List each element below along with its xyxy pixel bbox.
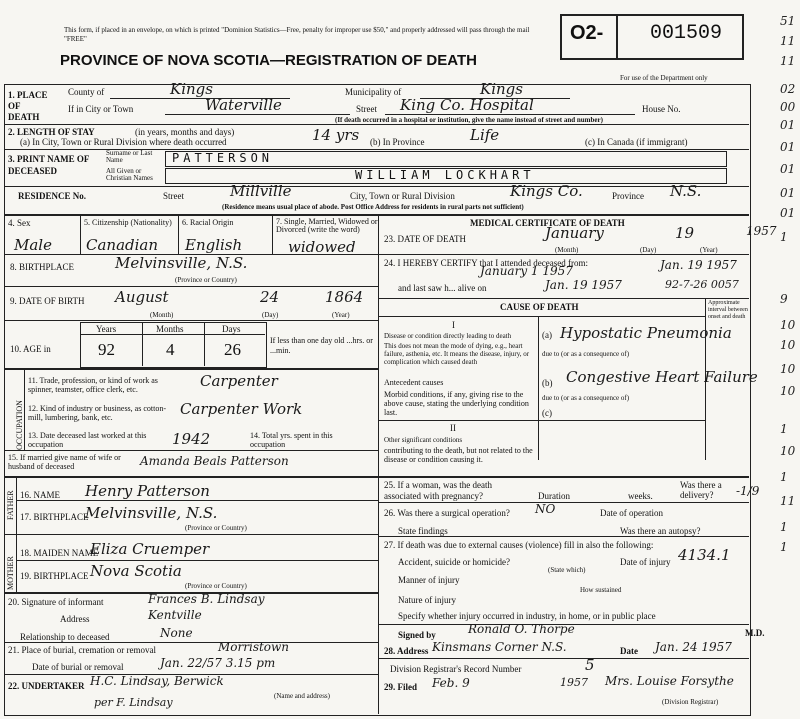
cause-b-value: Congestive Heart Failure xyxy=(566,368,758,386)
filed-label: 29. Filed xyxy=(384,682,417,692)
q26-label: 26. Was there a surgical operation? xyxy=(384,508,510,518)
age-head-days: Days xyxy=(222,324,241,334)
margin-mark: 51 xyxy=(780,14,796,28)
length-of-stay-label: 2. LENGTH OF STAY xyxy=(8,127,95,137)
filed-year: 1957 xyxy=(560,676,588,689)
injury-code: 4134.1 xyxy=(678,546,731,564)
residence-label: RESIDENCE No. xyxy=(18,191,87,201)
informant-sig-label: 20. Signature of informant xyxy=(8,597,104,607)
record-number-value: 5 xyxy=(585,656,595,674)
father-vertical-label: FATHER xyxy=(6,490,15,520)
antecedent-label: Antecedent causes xyxy=(384,378,444,387)
burial-label: 21. Place of burial, cremation or removal xyxy=(8,645,156,655)
cause-c-marker: (c) xyxy=(542,408,552,418)
margin-mark: 10 xyxy=(780,338,796,352)
street-label: Street xyxy=(356,104,377,114)
age-months: 4 xyxy=(166,340,175,359)
mother-vertical-label: MOTHER xyxy=(6,556,15,590)
cert-date-label: Date xyxy=(620,646,638,656)
margin-mark: 01 xyxy=(780,140,796,154)
birthplace-label: 8. BIRTHPLACE xyxy=(10,262,74,272)
citizenship-label: 5. Citizenship (Nationality) xyxy=(84,218,172,227)
stay-units-label: (in years, months and days) xyxy=(135,127,235,137)
burial-value: Morristown xyxy=(218,640,290,654)
record-number-label: Division Registrar's Record Number xyxy=(390,664,522,674)
part-ii-label: II xyxy=(450,423,456,433)
due-to-a: due to (or as a consequence of) xyxy=(542,350,630,358)
how-sustained-label: How sustained xyxy=(580,586,622,594)
part-i-label: I xyxy=(452,320,455,330)
county-label: County of xyxy=(68,87,105,97)
industry-label: 12. Kind of industry or business, as cotton-mill, lumbering, bank, etc. xyxy=(28,404,166,422)
registrar-signature: Mrs. Louise Forsythe xyxy=(605,674,734,688)
state-which-label: (State which) xyxy=(548,566,586,574)
medical-certificate-title: MEDICAL CERTIFICATE OF DEATH xyxy=(470,218,625,228)
cert-address-value: Kinsmans Corner N.S. xyxy=(432,640,567,654)
occupation-vertical-label: OCCUPATION xyxy=(15,400,24,450)
margin-mark: 1 xyxy=(780,520,788,534)
postal-notice: This form, if placed in an envelope, on which is printed "Dominion Statistics—Free, penalty for improper use $50," and properly addressed will pass through the mail "FREE" xyxy=(64,26,530,43)
margin-mark: 10 xyxy=(780,362,796,376)
date-of-death-label: 23. DATE OF DEATH xyxy=(384,234,466,244)
disease-note: This does not mean the mode of dying, e.g., heart failure, asthenia, etc. It means the disease, injury, or complication which caused death xyxy=(384,342,530,366)
margin-mark: 11 xyxy=(780,494,796,508)
marital-value: widowed xyxy=(288,238,356,256)
racial-label: 6. Racial Origin xyxy=(182,218,234,227)
surname-label: Surname or Last Name xyxy=(106,149,153,164)
father-name-label: 16. NAME xyxy=(20,490,60,500)
attended-label: 24. I HEREBY CERTIFY that I attended deceased from: xyxy=(384,258,588,268)
date-of-injury-label: Date of injury xyxy=(620,557,671,567)
stay-province-value: Life xyxy=(470,126,500,144)
relationship-value: None xyxy=(160,626,193,640)
street-value: King Co. Hospital xyxy=(400,96,534,114)
residence-note: (Residence means usual place of abode. Post Office Address for residents in rural parts not sufficient) xyxy=(222,203,524,211)
q25-code: -1/9 xyxy=(736,484,760,498)
informant-address-value: Kentville xyxy=(148,608,202,622)
attended-from: January 1 1957 xyxy=(480,264,573,278)
reg-box-divider xyxy=(616,14,618,58)
margin-mark: 1 xyxy=(780,470,788,484)
date-of-death-month: January xyxy=(545,224,604,242)
age-years: 92 xyxy=(98,340,115,359)
margin-mark: 11 xyxy=(780,54,796,68)
signed-by-label: Signed by xyxy=(398,630,436,640)
specify-label: Specify whether injury occurred in industry, in home, or in public place xyxy=(398,611,656,621)
due-to-b: due to (or as a consequence of) xyxy=(542,394,630,402)
marital-label: 7. Single, Married, Widowed or Divorced (write the word) xyxy=(276,217,378,234)
hospital-note: (If death occurred in a hospital or institution, give the name instead of street and number) xyxy=(335,116,603,124)
trade-label: 11. Trade, profession, or kind of work as spinner, teamster, office clerk, etc. xyxy=(28,376,158,394)
age-head-months: Months xyxy=(156,324,184,334)
date-of-death-year: 1957 xyxy=(746,224,777,238)
margin-mark: 01 xyxy=(780,162,796,176)
stay-city-value: 14 yrs xyxy=(312,126,360,144)
registration-number: 001509 xyxy=(650,22,723,45)
cert-address-label: 28. Address xyxy=(384,646,429,656)
undertaker-per: per F. Lindsay xyxy=(94,696,173,709)
margin-mark: 01 xyxy=(780,118,796,132)
last-seen-label: and last saw h... alive on xyxy=(398,283,487,293)
house-label: House No. xyxy=(642,104,681,114)
filed-value: Feb. 9 xyxy=(432,676,470,690)
cert-date-value: Jan. 24 1957 xyxy=(655,640,732,654)
attended-to: Jan. 19 1957 xyxy=(660,258,737,272)
residence-value: Millville xyxy=(230,182,292,200)
margin-mark: 1 xyxy=(780,422,788,436)
death-sub-day: (Day) xyxy=(640,246,657,254)
county-value: Kings xyxy=(170,80,213,98)
name-section-label: 3. PRINT NAME OF DECEASED xyxy=(8,154,89,176)
death-sub-year: (Year) xyxy=(700,246,718,254)
residence-province-label: Province xyxy=(612,191,644,201)
dob-day: 24 xyxy=(260,288,280,306)
q27-label: 27. If death was due to external causes (violence) fill in also the following: xyxy=(384,540,654,550)
age-days: 26 xyxy=(224,340,241,359)
surname-value: PATTERSON xyxy=(172,151,274,165)
father-birthplace-sub: (Province or Country) xyxy=(185,524,247,532)
given-names-label: All Given or Christian Names xyxy=(106,167,153,182)
birthplace-sub: (Province or Country) xyxy=(175,276,237,284)
informant-sig-value: Frances B. Lindsay xyxy=(148,592,265,606)
trade-value: Carpenter xyxy=(200,372,278,390)
margin-mark: 01 xyxy=(780,206,796,220)
dob-label: 9. DATE OF BIRTH xyxy=(10,296,85,306)
age-note: If less than one day old ...hrs. or ...min. xyxy=(270,336,373,355)
q25-delivery: Was there a delivery? xyxy=(680,480,722,500)
residence-province-value: N.S. xyxy=(670,182,702,200)
spouse-value: Amanda Beals Patterson xyxy=(140,454,289,468)
sex-value: Male xyxy=(14,236,52,254)
given-names-value: WILLIAM LOCKHART xyxy=(355,168,535,182)
age-label: 10. AGE in xyxy=(10,344,51,354)
birthplace-value: Melvinsville, N.S. xyxy=(115,254,248,272)
residence-city-label: City, Town or Rural Division xyxy=(350,191,455,201)
cause-of-death-title: CAUSE OF DEATH xyxy=(500,302,579,312)
father-birthplace-label: 17. BIRTHPLACE xyxy=(20,512,89,522)
q25-label: 25. If a woman, was the death associated with pregnancy? xyxy=(384,480,492,501)
margin-mark: 01 xyxy=(780,186,796,200)
last-worked-label: 13. Date deceased last worked at this occupation xyxy=(28,431,147,449)
cause-b-marker: (b) xyxy=(542,378,553,388)
antecedent-note: Morbid conditions, if any, giving rise to the above cause, stating the underlying condition last. xyxy=(384,390,529,417)
margin-mark: 10 xyxy=(780,384,796,398)
mother-maiden-label: 18. MAIDEN NAME xyxy=(20,548,99,558)
citizenship-value: Canadian xyxy=(86,236,159,254)
last-seen-code: 92-7-26 0057 xyxy=(665,278,739,291)
interval-label: Approximate interval between onset and death xyxy=(708,300,748,320)
relationship-label: Relationship to deceased xyxy=(20,632,110,642)
undertaker-value: H.C. Lindsay, Berwick xyxy=(90,674,224,688)
form-title: PROVINCE OF NOVA SCOTIA—REGISTRATION OF DEATH xyxy=(60,52,477,69)
q26-date-label: Date of operation xyxy=(600,508,663,518)
cause-a-marker: (a) xyxy=(542,330,552,340)
cause-a-value: Hypostatic Pneumonia xyxy=(560,324,732,342)
margin-mark: 00 xyxy=(780,100,796,114)
age-head-years: Years xyxy=(96,324,117,334)
nature-label: Nature of injury xyxy=(398,595,456,605)
column-divider xyxy=(378,214,379,714)
informant-address-label: Address xyxy=(60,614,90,624)
stay-province-label: (b) In Province xyxy=(370,137,425,147)
racial-value: English xyxy=(185,236,243,254)
city-value: Waterville xyxy=(205,96,282,114)
disease-label: Disease or condition directly leading to death xyxy=(384,332,512,340)
autopsy-label: Was there an autopsy? xyxy=(620,526,701,536)
undertaker-label: 22. UNDERTAKER xyxy=(8,681,85,691)
city-label: If in City or Town xyxy=(68,104,134,114)
mother-birthplace-sub: (Province or Country) xyxy=(185,582,247,590)
industry-value: Carpenter Work xyxy=(180,400,303,418)
margin-mark: 1 xyxy=(780,230,788,244)
margin-mark: 9 xyxy=(780,292,788,306)
md-label: M.D. xyxy=(745,628,765,638)
sex-label: 4. Sex xyxy=(8,218,31,228)
dob-sub-month: (Month) xyxy=(150,311,174,319)
father-name-value: Henry Patterson xyxy=(85,482,210,500)
margin-mark: 10 xyxy=(780,318,796,332)
margin-mark: 02 xyxy=(780,82,796,96)
dob-sub-day: (Day) xyxy=(262,311,279,319)
dob-sub-year: (Year) xyxy=(332,311,350,319)
mother-maiden-value: Eliza Cruemper xyxy=(90,540,210,558)
death-sub-month: (Month) xyxy=(555,246,579,254)
q26-value: NO xyxy=(535,502,556,516)
other-conditions-label: Other significant conditions xyxy=(384,436,463,444)
dob-month: August xyxy=(115,288,169,306)
q25-weeks: weeks. xyxy=(628,491,653,501)
margin-mark: 1 xyxy=(780,540,788,554)
father-birthplace-value: Melvinsville, N.S. xyxy=(85,504,218,522)
mother-birthplace-value: Nova Scotia xyxy=(90,562,182,580)
q25-duration: Duration xyxy=(538,491,570,501)
margin-mark: 11 xyxy=(780,34,796,48)
residence-county-value: Kings Co. xyxy=(510,182,583,200)
burial-date-label: Date of burial or removal xyxy=(32,662,124,672)
registrar-sub: (Division Registrar) xyxy=(662,698,719,706)
accident-label: Accident, suicide or homicide? xyxy=(398,557,510,567)
last-seen-value: Jan. 19 1957 xyxy=(545,278,622,292)
registration-prefix: O2- xyxy=(570,22,604,44)
spouse-label: 15. If married give name of wife or husband of deceased xyxy=(8,453,121,471)
department-use-note: For use of the Department only xyxy=(620,74,708,82)
dob-year: 1864 xyxy=(325,288,364,306)
stay-canada-label: (c) In Canada (if immigrant) xyxy=(585,137,688,147)
state-findings-label: State findings xyxy=(398,526,448,536)
burial-date-value: Jan. 22/57 3.15 pm xyxy=(160,656,276,670)
mother-birthplace-label: 19. BIRTHPLACE xyxy=(20,571,89,581)
date-of-death-day: 19 xyxy=(675,224,695,242)
place-of-death-label: 1. PLACE OF DEATH xyxy=(8,90,48,122)
municipality-label: Municipality of xyxy=(345,87,402,97)
total-years-label: 14. Total yrs. spent in this occupation xyxy=(250,431,333,449)
manner-label: Manner of injury xyxy=(398,575,460,585)
other-conditions-note: contributing to the death, but not related to the disease or condition causing it. xyxy=(384,446,533,464)
signed-by-value: Ronald O. Thorpe xyxy=(468,622,575,636)
margin-mark: 10 xyxy=(780,444,796,458)
undertaker-sub: (Name and address) xyxy=(274,692,330,700)
stay-city-label: (a) In City, Town or Rural Division where death occurred xyxy=(20,137,227,147)
municipality-value: Kings xyxy=(480,80,523,98)
residence-street-label: Street xyxy=(163,191,184,201)
last-worked-value: 1942 xyxy=(172,430,211,448)
